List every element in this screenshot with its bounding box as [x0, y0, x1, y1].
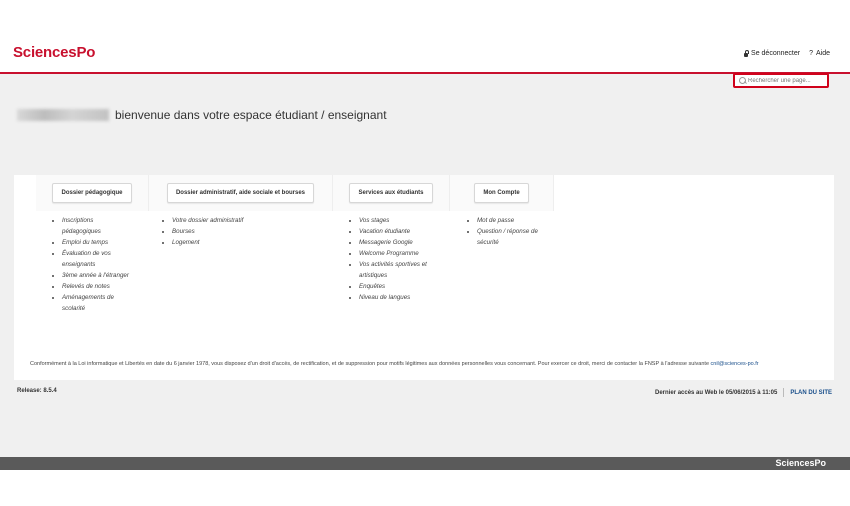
help-label: Aide [815, 50, 830, 57]
menu-panel [14, 175, 834, 380]
menu-link[interactable]: • Emploi du temps [62, 237, 132, 248]
top-bar [0, 30, 850, 74]
blurred-username [17, 109, 109, 121]
cnil-email-link[interactable]: cnil@sciences-po.fr [710, 361, 759, 367]
app-window [0, 30, 850, 470]
footer-right [655, 388, 832, 397]
menu-column-pedagogique [52, 215, 132, 314]
menu-link[interactable]: • Vacation étudiante [359, 226, 449, 237]
divider [783, 388, 784, 397]
menu-link[interactable]: • Niveau de langues [359, 292, 449, 303]
menu-link[interactable]: • Aménagements de scolarité [62, 292, 132, 314]
help-link[interactable] [809, 50, 830, 57]
menu-link[interactable]: • Relevés de notes [62, 281, 132, 292]
welcome-banner [17, 108, 387, 122]
legal-text: Conformément à la Loi informatique et Libertés en date du 6 janvier 1978, vous disposez d'un droit d'accès, de rectification, et de suppression pour motifs légitimes aux données personnelles vous concernant. Pour exercer ce droit, merci de contacter la FNSP à l'adresse suivante [30, 361, 711, 367]
menu-link[interactable]: • Question / réponse de sécurité [477, 226, 557, 248]
menu-link[interactable]: • Vos activités sportives et artistiques [359, 259, 449, 281]
menu-link[interactable]: • Inscriptions pédagogiques [62, 215, 132, 237]
tab-label[interactable]: Mon Compte [474, 183, 528, 203]
menu-link[interactable]: • Logement [172, 237, 282, 248]
menu-column-compte [467, 215, 557, 248]
menu-column-administratif [162, 215, 282, 248]
lock-icon [744, 53, 748, 57]
release-version: Release: 8.5.4 [17, 388, 57, 394]
menu-link[interactable]: • Welcome Programme [359, 248, 449, 259]
tab-services-etudiants[interactable] [333, 175, 450, 211]
top-links [744, 50, 830, 57]
sciencespo-logo[interactable]: SciencesPo [13, 44, 96, 61]
menu-column-services [349, 215, 449, 303]
legal-notice [30, 360, 820, 368]
tab-label[interactable]: Dossier pédagogique [52, 183, 131, 203]
search-box[interactable] [733, 73, 829, 88]
tab-label[interactable]: Dossier administratif, aide sociale et bourses [167, 183, 314, 203]
menu-link[interactable]: • Bourses [172, 226, 282, 237]
footer-logo: SciencesPo [775, 458, 826, 468]
tab-dossier-pedagogique[interactable] [36, 175, 149, 211]
search-input[interactable] [748, 78, 827, 84]
tab-bar [36, 175, 554, 211]
tab-mon-compte[interactable] [450, 175, 554, 211]
welcome-text: bienvenue dans votre espace étudiant / enseignant [115, 108, 387, 122]
logout-label: Se déconnecter [751, 50, 801, 57]
help-icon: ? [809, 50, 813, 57]
bottom-bar [0, 457, 850, 470]
last-access-info: Dernier accès au Web le 05/06/2015 à 11:05 [655, 389, 778, 396]
menu-link[interactable]: • Vos stages [359, 215, 449, 226]
tab-dossier-administratif[interactable] [149, 175, 333, 211]
menu-link[interactable]: • Évaluation de vos enseignants [62, 248, 132, 270]
site-map-link[interactable]: PLAN DU SITE [790, 389, 832, 396]
menu-link[interactable]: • Messagerie Google [359, 237, 449, 248]
menu-link[interactable]: • 3ème année à l'étranger [62, 270, 132, 281]
menu-link[interactable]: • Mot de passe [477, 215, 557, 226]
menu-link[interactable]: • Enquêtes [359, 281, 449, 292]
search-icon [739, 77, 746, 84]
menu-link[interactable]: • Votre dossier administratif [172, 215, 282, 226]
logout-link[interactable] [744, 50, 800, 57]
tab-label[interactable]: Services aux étudiants [349, 183, 432, 203]
